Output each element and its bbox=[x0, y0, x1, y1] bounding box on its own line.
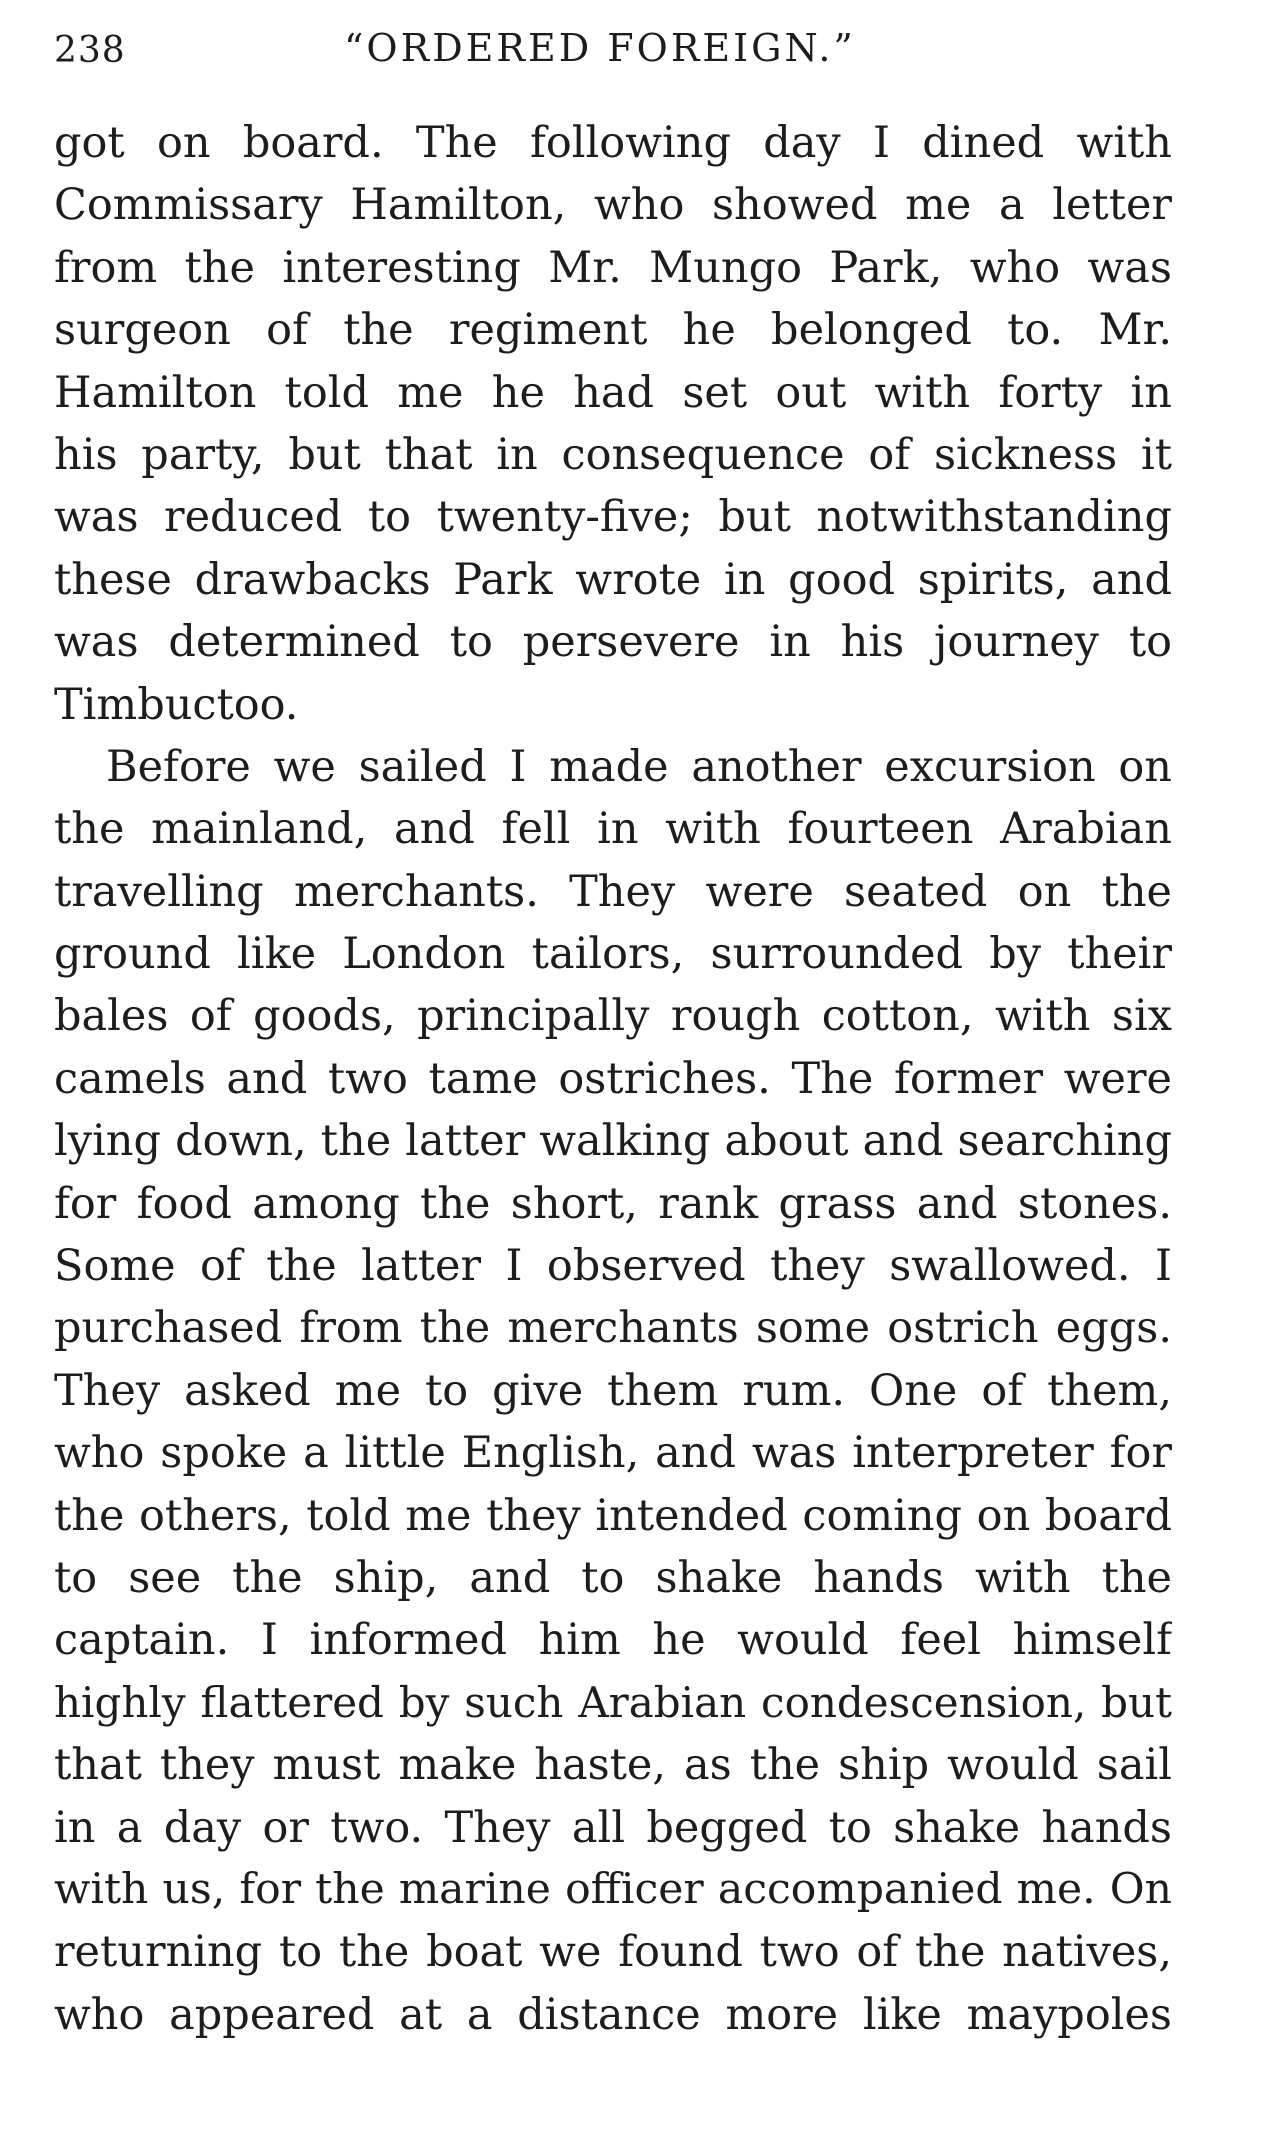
paragraph-2 bbox=[54, 736, 1172, 2046]
text-line: got on board. The following day I dined with bbox=[54, 118, 1172, 168]
text-line: with us, for the marine officer accompanied me. On bbox=[54, 1864, 1172, 1914]
text-line: camels and two tame ostriches. The former were bbox=[54, 1053, 1172, 1104]
text-line: ground like London tailors, surrounded by their bbox=[54, 929, 1172, 980]
text-line: Before we sailed I made another excursion on bbox=[106, 741, 1172, 792]
text-line: Timbuctoo. bbox=[54, 679, 299, 730]
text-line: the others, told me they intended coming on board bbox=[54, 1490, 1172, 1541]
text-line: highly flattered by such Arabian condescension, but bbox=[54, 1677, 1172, 1727]
running-title: “ORDERED FOREIGN.” bbox=[344, 26, 856, 70]
text-line: was determined to persevere in his journey to bbox=[54, 617, 1172, 668]
text-line: bales of goods, principally rough cotton, with six bbox=[54, 991, 1172, 1042]
text-line: Some of the latter I observed they swallowed. I bbox=[54, 1241, 1172, 1292]
text-line: surgeon of the regiment he belonged to. Mr. bbox=[54, 305, 1172, 356]
text-line: They asked me to give them rum. One of them, bbox=[54, 1365, 1172, 1416]
text-line: the mainland, and fell in with fourteen Arabian bbox=[54, 804, 1172, 855]
text-line: that they must make haste, as the ship would sail bbox=[54, 1740, 1172, 1791]
text-line: Commissary Hamilton, who showed me a letter bbox=[54, 180, 1172, 231]
text-line: in a day or two. They all begged to shake hands bbox=[54, 1802, 1172, 1853]
text-line: for food among the short, rank grass and stones. bbox=[54, 1178, 1172, 1229]
text-line: was reduced to twenty-five; but notwithstanding bbox=[54, 492, 1172, 543]
paragraph-1 bbox=[54, 112, 1172, 736]
page-number: 238 bbox=[54, 30, 126, 71]
text-line: travelling merchants. They were seated on the bbox=[54, 866, 1172, 917]
text-line: returning to the boat we found two of the natives, bbox=[54, 1927, 1172, 1978]
text-line: who appeared at a distance more like maypoles bbox=[54, 1989, 1172, 2040]
body-text bbox=[54, 112, 1172, 2046]
text-line: Hamilton told me he had set out with forty in bbox=[54, 367, 1172, 418]
text-line: these drawbacks Park wrote in good spirits, and bbox=[54, 554, 1172, 605]
running-head bbox=[54, 22, 1184, 82]
text-line: captain. I informed him he would feel himself bbox=[54, 1615, 1172, 1666]
text-line: lying down, the latter walking about and searching bbox=[54, 1116, 1172, 1167]
text-line: who spoke a little English, and was interpreter for bbox=[54, 1428, 1172, 1479]
text-line: to see the ship, and to shake hands with the bbox=[54, 1552, 1172, 1603]
text-line: his party, but that in consequence of sickness it bbox=[54, 429, 1172, 480]
text-line: purchased from the merchants some ostrich eggs. bbox=[54, 1303, 1172, 1354]
text-line: from the interesting Mr. Mungo Park, who was bbox=[54, 242, 1172, 293]
